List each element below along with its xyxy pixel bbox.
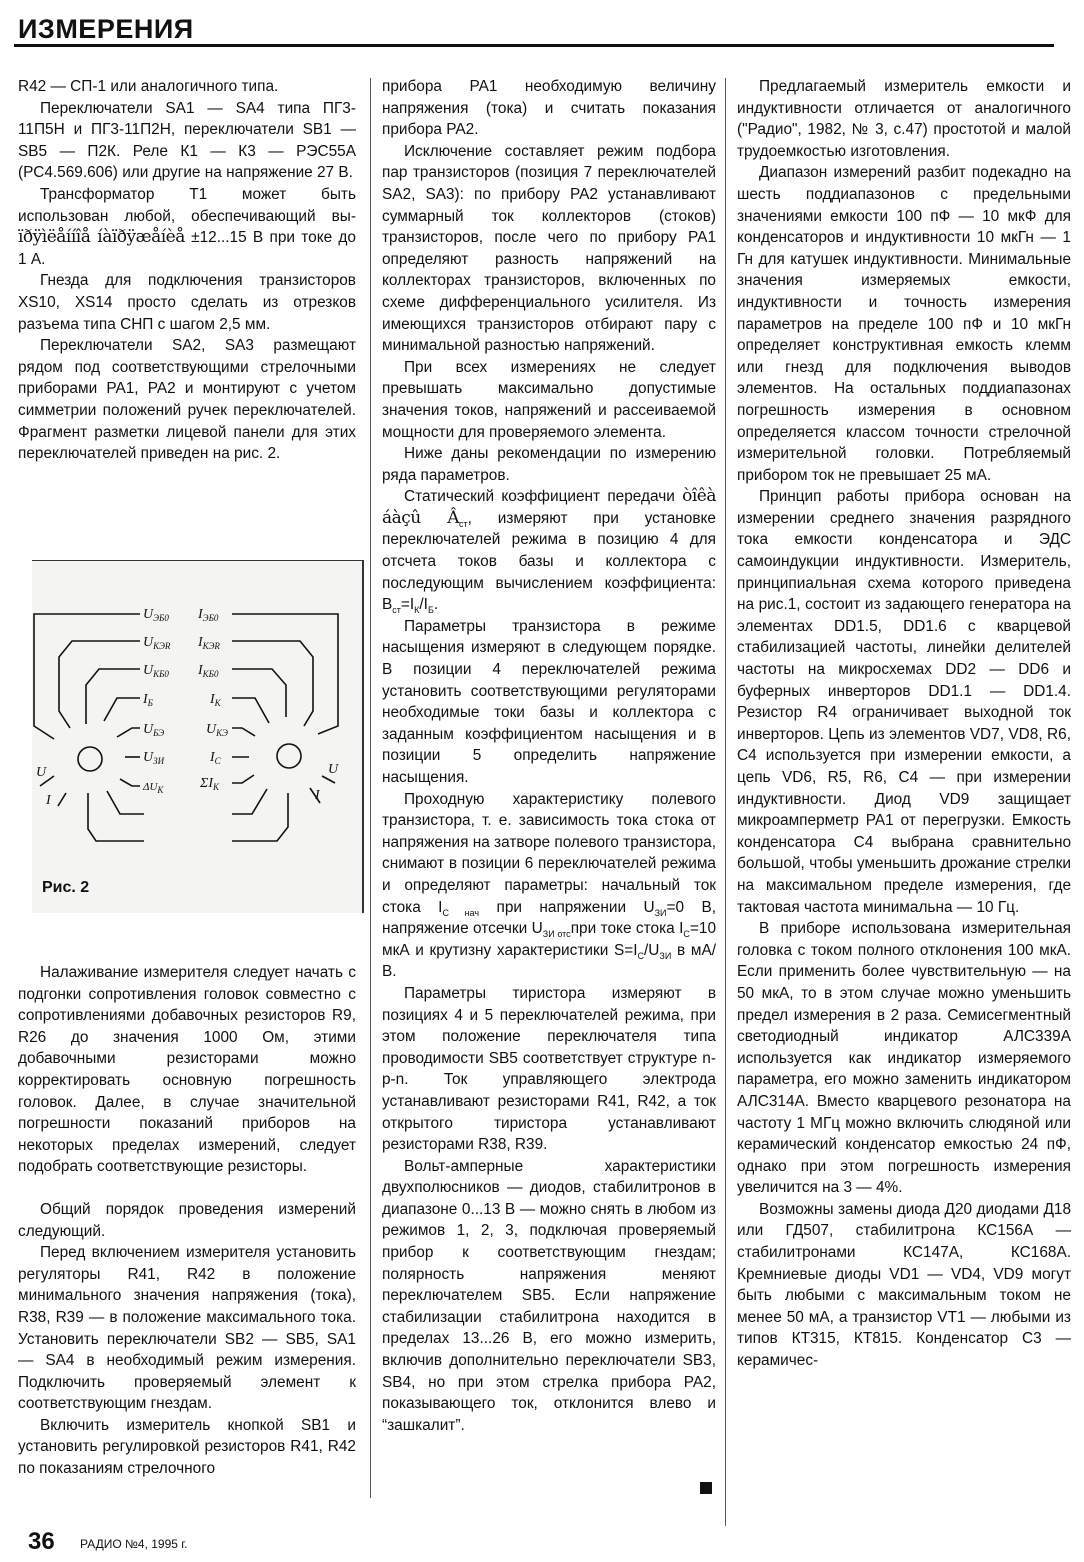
paragraph: Общий порядок проведения измерений следующий. — [18, 1200, 356, 1240]
column-1-top — [18, 76, 356, 465]
label-u-eb0: $U_{ЭБ0}$ — [143, 607, 169, 623]
label-u-ker: $U_{КЭR}$ — [143, 635, 171, 651]
label-i-k: $I_К$ — [210, 692, 221, 708]
encoding-garbled-text: ïðÿìëåííîå íàïðÿæåíèå — [18, 227, 185, 248]
switch-dial-diagram — [32, 561, 362, 913]
figure-2-panel-markings — [32, 560, 364, 913]
label-u-right: U — [328, 762, 339, 777]
paragraph: Переключатели SA2, SA3 размещают рядом под соответствующими стрелочными приборами PA1, PA2 и монтируют с учетом симметрии положений ручек переключателей. Фрагмент разметки лицевой панели для этих переключателей приведен на рис. 2. — [18, 337, 356, 463]
paragraph: Гнезда для подключения транзисторов XS10, XS14 просто сделать из отрезков разъема типа СНП с шагом 2,5 мм. — [18, 272, 356, 333]
end-of-article-mark — [700, 1482, 712, 1494]
label-u-left: U — [36, 765, 47, 780]
label-u-be: $U_{БЭ}$ — [143, 722, 165, 738]
label-i-b: $I_Б$ — [143, 692, 153, 708]
column-3 — [737, 76, 1071, 1372]
label-u-zi: $U_{ЗИ}$ — [143, 750, 165, 766]
label-i-left: I — [46, 793, 51, 808]
paragraph: В приборе использована измерительная головка с током полного отклонения 100 мкА. Если применить более чувствительную — на 50 мкА, то в этом случае можно уменьшить предел измерения в 2 раза. Семисегментный светодиодный индикатор АЛС339А используется как индикатор измеряемого параметра, его можно заменить индикатором АЛС314А. Вместо кварцевого резонатора на частоту 1 МГц можно включить слюдяной или керамический конденсатор емкостью 24 пФ, однако при этом погрешность измерения увеличится на 3 — 4%. — [737, 920, 1071, 1197]
paragraph: Проходную характеристику полевого транзистора, т. е. зависимость тока стока от напряжения на затворе полевого транзистора, снимают в позиции 6 переключателей режима и определяют параметры: начальный ток стока $I_{С нач}$ при напряжении $U_{ЗИ}=0$ В, напряжение отсечки $U_{ЗИ отс}при$ токе стока $I_С=10$ мкА и крутизну характеристики $S=I_С/U_{ЗИ}$ в мА/В. — [382, 790, 717, 981]
figure-caption: Рис. 2 — [42, 879, 90, 896]
section-title: ИЗМЕРЕНИЯ — [18, 14, 194, 44]
paragraph: Переключатели SA1 — SA4 типа ПГ3-11П5Н и ПГ3-11П2Н, переключатели SB1 — SB5 — П2К. Реле К1 — К3 — РЭС55А (РС4.569.606) или другие на напряжение 27 В. — [18, 99, 356, 182]
encoding-garbled-text: òîêà áàçû Â — [382, 486, 716, 528]
column-divider — [370, 78, 371, 1498]
column-1-bottom — [18, 962, 356, 1480]
header-rule — [14, 44, 1054, 47]
paragraph: Включить измеритель кнопкой SB1 и установить регулировкой резисторов R41, R42 по показаниям стрелочного — [18, 1416, 356, 1478]
paragraph: R42 — СП-1 или аналогичного типа. — [18, 78, 279, 95]
paragraph: Принцип работы прибора основан на измерении среднего значения разрядного тока емкости конденсатора и ЭДС самоиндукции индуктивности. Измеритель, принципиальная схема которого приведена на рис.1, состоит из задающего генератора на элементах DD1.5, DD1.6 с кварцевой стабилизацией частоты, линейки делителей частоты на микросхемах DD2 — DD6 и буферных инверторов DD1.1 — DD1.4. Резистор R4 ограничивает выходной ток инверторов. Цепь из элементов VD7, VD8, R6, C4 используется при измерении емкости, а цепь VD6, R5, R6, C4 — при измерении индуктивности. Диод VD9 защищает микроамперметр PA1 от перегрузки. Емкость конденсатора C4 выбрана сравнительно большой, чтобы уменьшить дрожание стрелки на максимальном пределе измерения, где тактовая частота минимальна — 10 Гц. — [737, 488, 1071, 916]
paragraph: Вольт-амперные характеристики двухполюсников — диодов, стабилитронов в диапазоне 0...13 В — можно снять в любом из режимов 1, 2, 3, подключая проверяемый прибор к соответствующим гнездам; полярность напряжения меняют переключателем SB5. Если напряжение стабилизации стабилитрона находится в пределах 13...26 В, его можно измерить, включив дополнительно переключатели SB3, SB4, но при этом стрелка прибора PA2, показывающего ток, отклонится влево и “зашкалит”. — [382, 1157, 716, 1434]
paragraph: Параметры тиристора измеряют в позициях 4 и 5 переключателей режима, при этом положение переключателя типа проводимости SB5 соответствует структуре n-p-n. Ток управляющего электрода устанавливают резисторами R41, R42, а ток открытого тиристора устанавливают резисторами R38, R39. — [382, 984, 716, 1154]
paragraph: Возможны замены диода Д20 диодами Д18 или ГД507, стабилитрона КС156А — стабилитронами КС147А, КС168А. Кремниевые диоды VD1 — VD4, VD9 могут быть любыми с максимальным током не менее 50 мА, а транзистор VT1 — любыми из типов КТ315, КТ815. Конденсатор С3 — керамичес- — [737, 1200, 1071, 1370]
paragraph: Параметры транзистора в режиме насыщения измеряют в следующем порядке. В позиции 4 переключателей режима установить соответствующими регуляторами необходимые токи базы и коллектора с заданным коэффициентом насыщения и в позиции 5 определить напряжение насыщения. — [382, 617, 716, 786]
paragraph: Предлагаемый измеритель емкости и индуктивности отличается от аналогичного ("Радио", 1982, № 3, с.47) простотой и малой трудоемкостью изготовления. — [737, 78, 1071, 160]
label-i-c: $I_С$ — [210, 750, 221, 766]
paragraph: Исключение составляет режим подбора пар транзисторов (позиция 7 переключателей SA2, SA3): по прибору PA2 устанавливают суммарный ток коллекторов (стоков) транзисторов, после чего по прибору PA1 определяют разность напряжений на коллекторах транзисторов, включенных по схеме дифференциального усилителя. Из имеющихся транзисторов отбирают пару с минимальной разностью напряжений. — [382, 142, 716, 355]
label-i-eb0: $I_{ЭБ0}$ — [198, 607, 219, 623]
paragraph: Ниже даны рекомендации по измерению ряда параметров. — [382, 445, 716, 484]
paragraph: Трансформатор Т1 может быть использован любой, обеспечивающий вы- ïðÿìëåííîå íàïðÿæåíèå ±12...15 В при токе до 1 А. — [18, 185, 356, 268]
paragraph: Перед включением измерителя установить регуляторы R41, R42 в положение минимального значения напряжения (тока), R38, R39 — в положение максимального тока. Установить переключатели SB2 — SB5, SA1 — SA4 в необходимый режим измерения. Подключить проверяемый элемент к соответствующим гнездам. — [18, 1244, 356, 1413]
label-delta-u-k: $\Delta U_К$ — [143, 781, 164, 795]
label-sum-i-k: $\Sigma I_К$ — [200, 776, 219, 792]
paragraph: прибора PA1 необходимую величину напряжения (тока) и считать показания прибора PA2. — [382, 78, 716, 139]
column-divider — [725, 78, 726, 1526]
label-i-ker: $I_{КЭR}$ — [198, 635, 220, 651]
label-u-ke: $U_{КЭ}$ — [206, 722, 228, 738]
magazine-issue: РАДИО №4, 1995 г. — [80, 1537, 188, 1551]
paragraph: Статический коэффициент передачи òîêà áàçû $Â_{ст}$, измеряют при установке переключателей режима в позицию 4 для отсчета токов базы и коллектора с последующим вычислением коэффициента: $B_{ст}=I_К/I_Б$. — [382, 486, 716, 616]
right-switch-knob-icon — [277, 744, 301, 768]
paragraph: Налаживание измерителя следует начать с подгонки сопротивления головок совместно с сопротивлениями добавочных резисторов R9, R26 до значения 1000 Ом, этими добавочными резисторами можно корректировать основную погрешность головок. Далее, в случае значительной погрешности показаний приборов на некоторых пределах измерений, следует подобрать соответствующие резисторы. — [18, 964, 356, 1176]
paragraph: Диапазон измерений разбит подекадно на шесть поддиапазонов с предельными значениями емкости 100 пФ — 10 мкФ для конденсаторов и индуктивности 10 мкГн — 1 Гн для катушек индуктивности. Минимальные значения измеряемых емкости, индуктивности и точность измерения параметров на пределе 100 пФ и 10 мкГн определяет конструктивная емкость клемм или гнезд для подключения выводов элементов. На остальных поддиапазонах погрешность измерения в основном определяется классом точности стрелочной измерительной головки. Потребляемый прибором ток не превышает 25 мА. — [737, 164, 1071, 484]
page-number: 36 — [28, 1528, 55, 1555]
label-i-kb0: $I_{КБ0}$ — [198, 663, 219, 679]
column-2 — [382, 76, 716, 1436]
label-i-right: I — [315, 788, 320, 803]
label-u-kb0: $U_{КБ0}$ — [143, 663, 169, 679]
paragraph: При всех измерениях не следует превышать максимально допустимые значения токов, напряжений и рассеиваемой мощности для проверяемого элемента. — [382, 358, 716, 441]
left-switch-knob-icon — [78, 747, 102, 771]
